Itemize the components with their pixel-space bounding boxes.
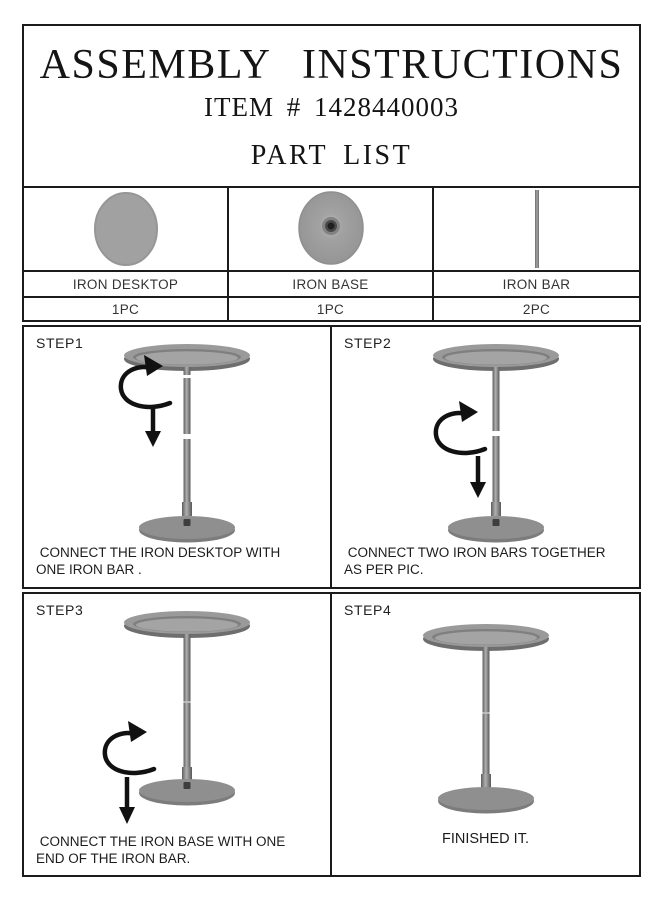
part-name: IRON BAR [434, 270, 639, 296]
iron-bar-part [492, 367, 499, 511]
step-4-box [332, 592, 641, 877]
part-name: IRON BASE [229, 270, 434, 296]
down-arrow-icon [470, 456, 486, 498]
parts-table [22, 186, 641, 322]
part-list-heading: PART LIST [250, 140, 413, 171]
item-number: ITEM # 1428440003 [204, 92, 459, 122]
iron-bar-part [482, 647, 489, 783]
step-3-box [22, 592, 332, 877]
iron-base-part [139, 502, 235, 543]
rotate-arrow-icon [435, 401, 484, 453]
iron-base-part [139, 767, 235, 806]
table-assembly-step3-icon [57, 609, 297, 833]
title-block [22, 24, 641, 186]
iron-desktop-icon [81, 190, 171, 268]
part-quantity: 1PC [24, 296, 229, 320]
iron-bar-part [184, 634, 191, 775]
down-arrow-icon [119, 777, 135, 824]
step-label: STEP4 [344, 602, 392, 618]
step-1-box [22, 325, 332, 589]
iron-base-part [438, 774, 534, 814]
steps-grid [22, 325, 641, 877]
step-2-box [332, 325, 641, 589]
step-4-illustration [344, 622, 627, 830]
iron-desktop-part [423, 624, 549, 651]
part-image-cell [229, 188, 434, 270]
part-image-cell [434, 188, 639, 270]
assembly-sheet [22, 24, 641, 877]
iron-bar-icon [532, 190, 542, 268]
step-label: STEP3 [36, 602, 84, 618]
part-quantity: 2PC [434, 296, 639, 320]
step-2-illustration [344, 342, 627, 544]
step-instruction: FINISHED IT. [441, 831, 529, 848]
part-quantity: 1PC [229, 296, 434, 320]
iron-base-part [448, 502, 544, 543]
part-image-cell [24, 188, 229, 270]
step-label: STEP2 [344, 335, 392, 351]
step-instruction: CONNECT THE IRON BASE WITH ONE END OF THE IRON BAR. [36, 834, 290, 867]
step-instruction: CONNECT TWO IRON BARS TOGETHER AS PER PIC. [344, 545, 609, 578]
iron-base-icon [286, 190, 376, 268]
rotate-arrow-icon [105, 721, 154, 773]
rotate-arrow-icon [121, 355, 170, 407]
table-assembly-step4-icon [366, 622, 606, 822]
iron-bar-part [184, 367, 191, 511]
page-title: ASSEMBLY INSTRUCTIONS [39, 42, 624, 88]
step-instruction: CONNECT THE IRON DESKTOP WITH ONE IRON BAR . [36, 545, 285, 578]
step-label: STEP1 [36, 335, 84, 351]
step-1-illustration [36, 342, 318, 544]
down-arrow-icon [145, 406, 161, 447]
part-name: IRON DESKTOP [24, 270, 229, 296]
table-assembly-step1-icon [57, 342, 297, 544]
table-assembly-step2-icon [366, 342, 606, 544]
step-3-illustration [36, 609, 318, 833]
